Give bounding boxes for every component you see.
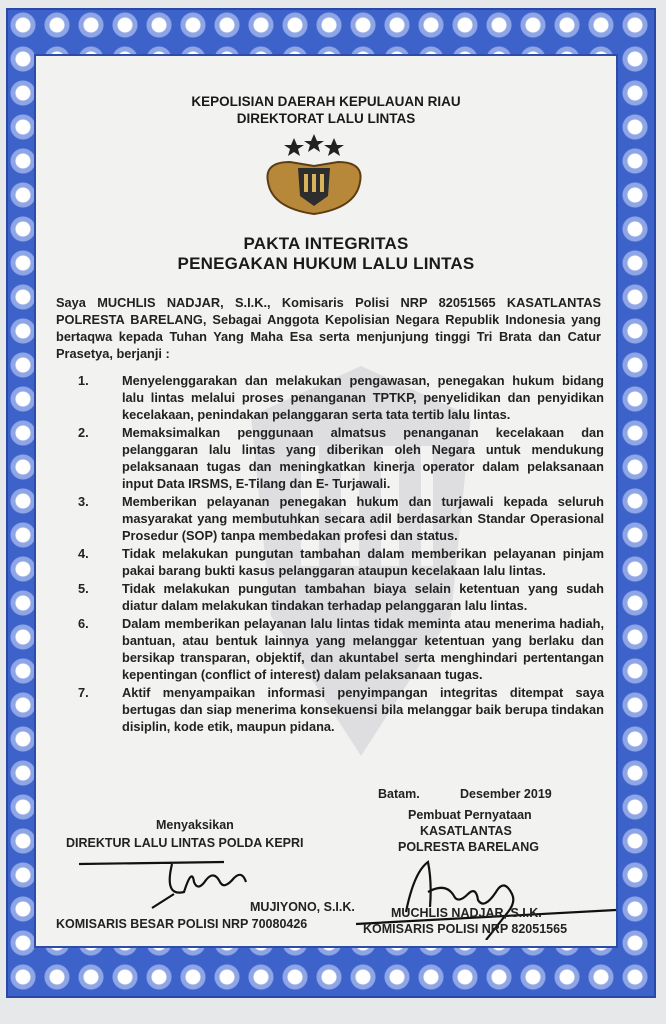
list-item <box>56 684 604 735</box>
list-item-number: 6. <box>78 616 89 631</box>
list-item-text: Dalam memberikan pelayanan lalu lintas tidak meminta atau menerima hadiah, bantuan, atau bentuk lainnya yang melanggar ketentuan yang berlaku dan bersikap transparan, objektif, dan akuntabel serta menghindari pertentangan kepentingan (conflict of interest) dalam pelaksanaan tugas. <box>122 616 604 682</box>
right-title-1: KASATLANTAS <box>420 824 512 838</box>
list-item-number: 5. <box>78 581 89 596</box>
left-name: MUJIYONO, S.I.K. <box>250 900 355 914</box>
police-emblem-icon <box>260 132 368 220</box>
intro-paragraph: Saya MUCHLIS NADJAR, S.I.K., Komisaris Polisi NRP 82051565 KASATLANTAS POLRESTA BARELANG, Sebagai Anggota Kepolisian Negara Republik Indonesia yang bertaqwa kepada Tuhan Yang Maha Esa serta menjunjung tinggi Tri Brata dan Catur Prasetya, berjanji : <box>56 295 601 361</box>
document-body <box>34 54 618 948</box>
signature-date: Desember 2019 <box>460 787 552 801</box>
list-item <box>56 580 604 614</box>
header-line-2: DIREKTORAT LALU LINTAS <box>236 111 416 126</box>
list-item-number: 1. <box>78 373 89 388</box>
list-item <box>56 424 604 492</box>
list-item-text: Menyelenggarakan dan melakukan pengawasan, penegakan hukum bidang lalu lintas melalui proses penanganan TPTKP, penyelidikan dan penyidikan kecelakaan, penindakan pelanggaran serta tata tertib lalu lintas. <box>122 373 604 422</box>
list-item-number: 4. <box>78 546 89 561</box>
right-role: Pembuat Pernyataan <box>408 808 532 822</box>
list-item-text: Tidak melakukan pungutan tambahan biaya selain ketentuan yang sudah diatur dalam melakukan tindakan terhadap pelanggaran lalu lintas. <box>122 581 604 613</box>
list-item-text: Aktif menyampaikan informasi penyimpangan integritas ditempat saya bertugas dan siap menerima konsekuensi bila melanggar baik berupa tindakan disiplin, kode etik, maupun pidana. <box>122 685 604 734</box>
pledge-list <box>56 372 604 736</box>
list-item-text: Memaksimalkan penggunaan almatsus penanganan kecelakaan dan pelanggaran lalu lintas yang diberikan oleh Negara untuk mendukung pelaksanaan tugas dan meningkatkan kinerja operator dalam pelaksanaan input Data IRSMS, E-Tilang dan E- Turjawali. <box>122 425 604 491</box>
list-item <box>56 545 604 579</box>
left-signature-icon <box>74 852 264 912</box>
right-name: MUCHLIS NADJAR, S.I.K. <box>391 906 542 920</box>
list-item <box>56 615 604 683</box>
list-item <box>56 493 604 544</box>
left-role: Menyaksikan <box>156 818 234 832</box>
signature-place: Batam. <box>378 787 420 801</box>
right-title-2: POLRESTA BARELANG <box>398 840 539 854</box>
list-item <box>56 372 604 423</box>
title-line-2: PENEGAKAN HUKUM LALU LINTAS <box>177 254 475 273</box>
header-line-1: KEPOLISIAN DAERAH KEPULAUAN RIAU <box>191 94 461 109</box>
title-line-1: PAKTA INTEGRITAS <box>243 234 409 253</box>
right-rank: KOMISARIS POLISI NRP 82051565 <box>363 922 568 936</box>
left-rank: KOMISARIS BESAR POLISI NRP 70080426 <box>56 917 308 931</box>
list-item-text: Memberikan pelayanan penegakan hukum dan turjawali kepada seluruh masyarakat yang membutuhkan secara adil berdasarkan Standar Operasional Prosedur (SOP) tanpa membedakan profesi dan status. <box>122 494 604 543</box>
list-item-number: 7. <box>78 685 89 700</box>
list-item-text: Tidak melakukan pungutan tambahan dalam memberikan pelayanan pinjam pakai barang bukti kasus pelanggaran ataupun kecelakaan lalu lintas. <box>122 546 604 578</box>
list-item-number: 2. <box>78 425 89 440</box>
list-item-number: 3. <box>78 494 89 509</box>
left-title: DIREKTUR LALU LINTAS POLDA KEPRI <box>66 836 304 850</box>
